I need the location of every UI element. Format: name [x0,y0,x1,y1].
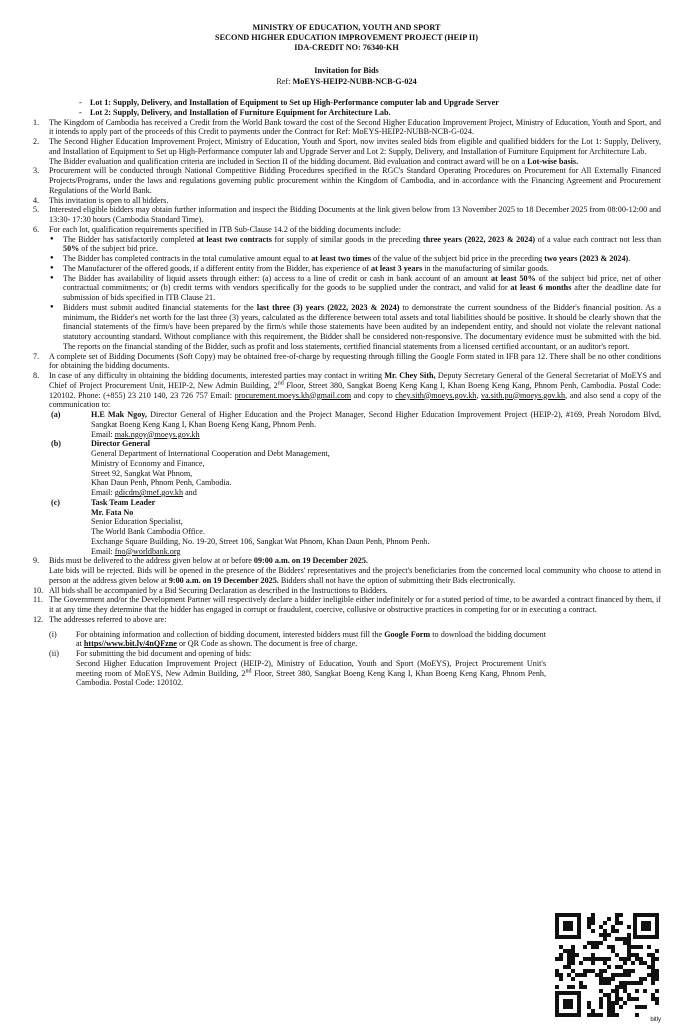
contact-name: Task Team Leader [91,497,156,507]
contact-label: (b) [51,439,61,449]
bullet-emphasis: at least 3 years [371,263,423,273]
contact-line: The World Bank Cambodia Office. [91,527,205,536]
clause-7 [33,352,661,372]
clause-text: All bids shall be accompanied by a Bid Securing Declaration as described in the Instructions to Bidders. [49,585,388,595]
clause-text: Late bids will be rejected. Bids will be opened in the presence of the Bidders' representatives and the project's beneficiaries from the concerned local community who choose to attend in person at the address given below at [49,566,661,585]
clause-number: 2. [33,137,40,146]
ministry-title: MINISTRY OF EDUCATION, YOUTH AND SPORT [252,23,441,32]
clause-number: 10. [33,585,44,595]
address-text: Second Higher Education Improvement Project (HEIP-2), Ministry of Education, Youth and Sport (MoEYS), Project Procurement Unit's meeting room of MoEYS, New Admin Building, 2 [76,658,546,678]
clause-6 [33,225,661,235]
contact-c [33,498,661,508]
bullet-text: of the subject bid price. [79,244,158,254]
clause-9 [33,556,661,566]
bullet-text: to demonstrate the current soundness of the Bidder's financial position. As a minimum, the Bidder's net worth for the last three (3) years, calculated as the difference between total assets and total liabilities should be positive. It should be clearly shown that the financial statements of the firm/s have been prepared by the firm/s while those statements have been audited by an independent entity, and should not violate the relevant national statutory accounting standard. Without compliance with this requirement, the Bidder shall be considered non-responsive. The documentary evidence must be submitted with the bid. The reports on the financial standing of the Bidder, such as profit and loss statements, certified financial statements from a licensed certified accountant, or an auditor's report. [63,302,661,351]
clause-text: , [476,390,481,400]
bullet-emphasis: at least 50% [491,273,536,283]
contact-text: and [183,488,197,497]
clause-number: 4. [33,195,40,205]
email-link-fno[interactable]: fno@worldbank.org [114,546,181,556]
clause-text: Deputy Secretary General of the General Secretariat of MoEYS and Chief of Project Procurement Unit, HEIP-2, New Admin Building, 2 [49,371,661,390]
bullet-text: The Bidder has satisfactorily completed [63,234,198,244]
clause-2-evaluation [33,157,661,167]
clause-number: 5. [33,205,40,215]
email-link-gdicdm[interactable]: gdicdm@mef.gov.kh [114,488,184,497]
address-text: For obtaining information and collection of bidding document, interested bidders must fill the [76,629,385,639]
contact-name: Mr. Chey Sith, [384,371,436,380]
reference-value: MoEYS-HEIP2-NUBB-NCB-G-024 [292,77,417,86]
clause-8 [33,371,661,410]
document-body [33,98,661,688]
contact-b-email [33,488,661,498]
clause-text: The Bidder evaluation and qualification criteria are included in Section II of the bidding document. Bid evaluation and contract award will be on a [49,156,528,166]
deadline: 09:00 a.m. on 19 December 2025. [253,556,368,566]
reference-label: Ref: [276,77,293,86]
clause-text: and copy to [351,390,396,400]
contact-line: Exchange Square Building, No. 19-20, Street 106, Sangkat Wat Phnom, Khan Daun Penh, Phnom Penh. [91,536,430,546]
clause-text: The addresses referred to above are: [49,614,167,624]
bullet-emphasis: 50% [63,244,80,254]
clause-text: Bidders shall not have the option of submitting their Bids electronically. [278,575,516,585]
contact-line: Senior Education Specialist, [91,517,183,527]
contact-name: Director General [91,439,151,449]
contact-line: Street 92, Sangkat Wat Phnom, [91,468,193,478]
contact-text: Director General of Higher Education and the Project Manager, Second Higher Education Improvement Project (HEIP-2), #169, Preah Norodom Blvd, Sangkat Boeng Keng Kang I, Khan Boeng Keng Kang, Phnom Penh. [91,410,661,429]
superscript: nd [245,667,252,674]
bullet-text: Bidders must submit audited financial statements for the [63,302,257,312]
bullet-emphasis: last three (3) years (2022, 2023 & 2024) [256,302,400,312]
contact-b [33,439,661,449]
email-link-chey-sith[interactable]: chey.sith@moeys.gov.kh [395,390,477,400]
bullet-text: The Manufacturer of the offered goods, if a different entity from the Bidder, has experience of [63,263,372,273]
clause-text: The Second Higher Education Improvement Project, Ministry of Education, Youth and Sport, now invites sealed bids from eligible and qualified bidders for the Lot 1: Supply, Delivery, and Installation of Equipment to Set up High-Performance computer lab and Upgrade Server and Lot 2: Supply, Delivery, and Installation of Furniture Equipment for Architecture Lab. [49,137,661,156]
address-i [33,630,546,650]
bullet-emphasis: at least two contracts [197,234,272,244]
clause-number: 12. [33,614,44,624]
address-ii-detail [33,659,546,688]
contact-name: H.E Mak Ngoy, [91,410,147,419]
email-label: Email: [91,429,115,439]
address-label: (ii) [49,649,59,658]
clause-number: 1. [33,117,40,127]
bullet-emphasis: at least two times [311,254,371,263]
requirement-bullet [33,235,661,255]
clause-3 [33,166,661,195]
project-title: SECOND HIGHER EDUCATION IMPROVEMENT PROJECT (HEIP II) [215,33,478,42]
bullet-emphasis: two years (2023 & 2024) [544,254,629,263]
bullet-emphasis: at least 6 months [510,283,572,293]
clause-5 [33,205,661,225]
clause-text: Interested eligible bidders may obtain further information and inspect the Bidding Documents at the link given below from 13 November 2025 to 18 December 2025 from 08:00-12:00 and 13:30- 17:30 hours (Cambodia Standard Time). [49,205,661,224]
address-text: For submitting the bid document and opening of bids: [76,649,252,658]
clause-2 [33,137,661,157]
requirement-bullet [33,274,661,303]
bullet-text: of a value each contract not less than [535,234,662,244]
email-link-procurement[interactable]: procurement.moeys.kh@gmail.com [234,390,352,400]
clause-text: Floor, Street 380, Sangkat Boeng Keng Kang I, Khan Boeng Keng Kang, Phnom Penh, Cambodia. Postal Code: 120102. Phone: (+855) 23 210 140, 23 726 757 Email: [49,380,661,400]
bullet-text: of the subject bid price, net of other contractual commitments; or (b) credit terms with vendors specifically for the goods to be supplied under the contract, and valid for [63,273,662,293]
contact-name: Mr. Fata No [91,507,134,517]
clause-text: A complete set of Bidding Documents (Soft Copy) may be obtained free-of-charge by requesting through filling the Google Form stated in IFB para 12. There shall be no other conditions for obtaining the bidding documents. [49,351,661,371]
contact-label: (c) [51,497,61,507]
bullet-text: . [628,254,631,263]
clause-number: 6. [33,224,40,234]
requirement-bullet [33,303,661,352]
address-text: to download the bidding document at [76,629,546,649]
bullet-text: The Bidder has completed contracts in the total cumulative amount equal to [63,254,312,263]
email-label: Email: [91,488,115,497]
clause-text: The Kingdom of Cambodia has received a Credit from the World Bank toward the cost of the Second Higher Education Improvement Project, Ministry of Education, Youth and Sport, and it intends to apply part of the proceeds of this Credit to payments under the Contract for Ref: MoEYS-HEIP2-NUBB-NCB-G-024. [49,117,661,137]
clause-number: 11. [33,595,43,605]
address-ii [33,649,546,659]
contact-label: (a) [51,410,61,419]
clause-text: Procurement will be conducted through National Competitive Bidding Procedures specified in the RGC's Standard Operating Procedures on Procurement for All Externally Financed Projects/Programs, under the laws and regulations governing public procurement within the Kingdom of Cambodia, and in accordance with the Financing Agreement and Procurement Regulations of the World Bank. [49,166,661,195]
clause-4 [33,196,661,206]
clause-1 [33,118,661,138]
clause-text: , and also send a copy of the communication to: [49,390,661,410]
superscript: nd [277,380,284,387]
clause-text: For each lot, qualification requirements specified in ITB Sub-Clause 14.2 of the bidding documents include: [49,224,402,234]
contact-line: Ministry of Economy and Finance, [91,458,205,468]
clause-11 [33,595,661,615]
email-label: Email: [91,546,115,556]
reference-line [0,77,693,87]
bitly-download-link[interactable]: https//www.bit.ly/4nQFzne [83,639,177,649]
qr-code-icon[interactable] [553,911,665,1023]
clause-number: 3. [33,166,40,176]
clause-number: 7. [33,351,40,361]
contact-a-email [33,430,661,440]
clause-text: In case of any difficulty in obtaining the bidding documents, interested parties may contact in writing [49,371,385,380]
qr-caption: bitly [650,1017,661,1023]
credit-number: IDA-CREDIT NO: 76340-KH [294,43,399,52]
bullet-text: after the deadline date for submission of bids specified in ITB Clause 21. [63,283,661,302]
contact-line: General Department of International Cooperation and Debt Management, [91,449,330,458]
clause-9-continued [33,566,661,586]
clause-10 [33,586,661,596]
lot-2: - Lot 2: Supply, Delivery, and Installation of Furniture Equipment for Architecture Lab. [90,108,661,118]
bullet-text: The Bidder has availability of liquid assets through either: (a) access to a line of credit or cash in bank account of an amount [63,273,492,283]
bullet-text: of the value of the subject bid price in the preceding [371,254,545,263]
email-link-va-sith[interactable]: va.sith.pu@moeys.gov.kh [480,390,566,400]
clause-text: The Government and/or the Development Partner will respectively declare a bidder ineligible either indefinitely or for a stated period of time, to be awarded a contract financed by them, if it at any time they determine that the bidder has engaged in corrupt or fraudulent, coercive, collusive or obstructive practices in competing for or in executing a contract. [49,595,661,614]
bullet-emphasis: three years (2022, 2023 & 2024) [423,234,536,244]
address-label: (i) [49,629,57,639]
clause-number: 9. [33,556,40,566]
address-text: Floor, Street 380, Sangkat Boeng Keng Kang I, Khan Boeng Keng Kang, Phnom Penh, Cambodia. Postal Code: 120102. [76,668,546,688]
clause-text: Bids must be delivered to the address given below at or before [49,556,254,566]
requirement-bullet [33,264,661,274]
contact-line: Khan Daun Penh, Phnom Penh, Cambodia. [91,478,232,488]
google-form-label: Google Form [384,629,431,639]
contact-c-email [33,547,661,557]
address-text: or QR Code as shown. The document is free of charge. [176,639,358,649]
clause-12 [33,615,661,625]
clause-number: 8. [33,371,40,380]
clause-emphasis: Lot-wise basis. [527,156,579,166]
requirement-bullet [33,254,661,264]
bullet-text: for supply of similar goods in the preceding [271,234,424,244]
lot-1: - Lot 1: Supply, Delivery, and Installation of Equipment to Set up High-Performance computer lab and Upgrade Server [90,98,661,108]
bullet-text: in the manufacturing of similar goods. [422,263,549,273]
contact-a [33,410,661,430]
document-title: Invitation for Bids [314,66,379,75]
email-link-mak-ngoy[interactable]: mak.ngoy@moeys.gov.kh [114,429,200,439]
opening-time: 9:00 a.m. on 19 December 2025. [168,575,279,585]
clause-text: This invitation is open to all bidders. [49,195,169,205]
